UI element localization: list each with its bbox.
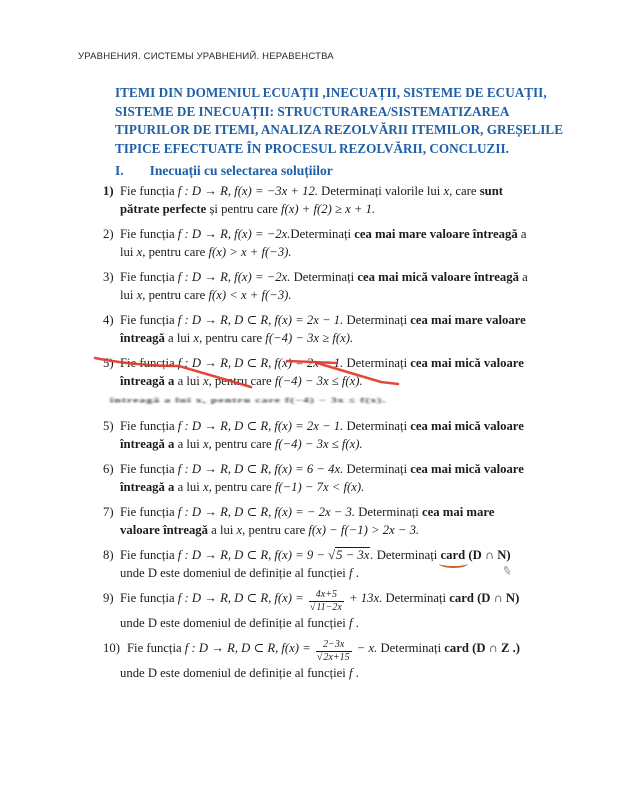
fraction-numerator: 2−3x (316, 639, 352, 652)
text-run: Fie funcția (120, 270, 178, 284)
text-run: a lui (174, 480, 203, 494)
math-run: x (443, 184, 450, 198)
item-number: 6) (103, 462, 114, 476)
fraction-denominator (316, 652, 352, 664)
math-run: f : D → R, D ⊂ R, f(x) = − 2x − 3. (177, 505, 356, 519)
problem-line (103, 311, 593, 329)
text-run: Fie funcția (120, 591, 178, 605)
text-run: Fie funcția (127, 641, 185, 655)
math-run: f : D → R, D ⊂ R, f(x) = 2x − 1. (177, 419, 344, 433)
math-run: f (349, 616, 353, 630)
math-run: x (193, 331, 200, 345)
problem-line (103, 460, 593, 478)
math-run: f(x) < x + f(−3). (208, 288, 292, 302)
text-run: , pentru care (142, 245, 209, 259)
text-run: a lui (164, 331, 194, 345)
text-run: , pentru care (208, 374, 275, 388)
math-run: f(−4) − 3x ≤ f(x). (274, 437, 363, 451)
text-run: cea mai mare valoare (410, 313, 526, 327)
math-run: f(−1) − 7x < f(x). (274, 480, 365, 494)
math-run: f(x) + f(2) ≥ x + 1. (280, 202, 376, 216)
text-run: , care (449, 184, 480, 198)
text-run: a (518, 270, 528, 284)
text-run: Determinați (355, 505, 423, 519)
text-run: cea mai mică valoare (410, 419, 524, 433)
problem-line (103, 354, 593, 372)
text-run: Determinați (343, 462, 411, 476)
fraction-denominator (309, 602, 344, 614)
sqrt-symbol: √ (316, 652, 323, 663)
problem-line (120, 664, 593, 682)
text-run: unde D este domeniul de definiție al funcției (120, 566, 350, 580)
text-run: Fie funcția (120, 505, 178, 519)
math-run: f(x) > x + f(−3). (208, 245, 292, 259)
problem-item (103, 546, 593, 582)
problem-item (103, 460, 593, 496)
text-run: Fie funcția (120, 184, 178, 198)
math-run: f : D → R, f(x) = −2x. (177, 270, 291, 284)
problem-list (103, 182, 593, 689)
sqrt-content: 11−2x (316, 602, 342, 613)
text-run: unde D este domeniul de definiție al funcției (120, 616, 350, 630)
math-run: f(−4) − 3x ≤ f(x). (274, 374, 363, 388)
math-run: x (202, 374, 209, 388)
text-run: card (D ∩ Z .) (444, 641, 520, 655)
text-run: Fie funcția (120, 356, 178, 370)
section-numeral: I. (115, 163, 124, 178)
problem-line (103, 503, 593, 521)
item-number: 9) (103, 591, 114, 605)
math-run: x (202, 480, 209, 494)
problem-line (120, 243, 593, 261)
problem-line (120, 435, 593, 453)
text-run: valoare întreagă (120, 523, 208, 537)
math-run: f (349, 666, 353, 680)
math-run: . (370, 548, 374, 562)
text-run: cea mai mică valoare (410, 356, 524, 370)
math-run: f : D → R, D ⊂ R, f(x) = 2x − 1. (177, 356, 344, 370)
text-run: Determinați (377, 641, 445, 655)
problem-line (103, 639, 593, 664)
page-header-russian: УРАВНЕНИЯ. СИСТЕМЫ УРАВНЕНИЙ. НЕРАВЕНСТВА (78, 51, 334, 62)
text-run: Determinați (373, 548, 441, 562)
title-line: SISTEME DE INECUAȚII: STRUCTURAREA/SISTEMATIZAREA (115, 103, 510, 119)
problem-line (120, 329, 593, 347)
problem-line (120, 614, 593, 632)
fraction (309, 589, 344, 614)
text-run: a lui (174, 437, 203, 451)
problem-line (103, 182, 593, 200)
blur-remnant-text: întreagă a lui x, pentru care f(−4) − 3x ≤ f(x). (110, 397, 387, 405)
item-number: 10) (103, 641, 120, 655)
problem-line (120, 564, 593, 582)
text-run: . (352, 616, 359, 630)
problem-item (103, 354, 593, 390)
text-run: cea mai mare valoare întreagă (354, 227, 518, 241)
text-run: întreagă a (120, 480, 175, 494)
problem-item (103, 417, 593, 453)
section-heading (115, 163, 333, 179)
title-line: TIPICE EFECTUATE ÎN PROCESUL REZOLVĂRII, CONCLUZII. (115, 140, 509, 156)
text-run: lui (120, 288, 137, 302)
item-number: 2) (103, 227, 114, 241)
item-number: 5) (103, 356, 114, 370)
item-number: 7) (103, 505, 114, 519)
text-run: întreagă (120, 331, 165, 345)
text-run: , pentru care (208, 480, 275, 494)
text-run: , pentru care (199, 331, 266, 345)
sqrt-content: 5 − 3x (336, 548, 370, 562)
text-run: Determinați (343, 419, 411, 433)
text-run: întreagă a (120, 374, 175, 388)
item-number: 4) (103, 313, 114, 327)
section-label: Inecuații cu selectarea soluțiilor (149, 163, 333, 178)
text-run: unde D este domeniul de definiție al funcției (120, 666, 350, 680)
math-run: f (349, 566, 353, 580)
problem-line (103, 268, 593, 286)
math-run: f : D → R, D ⊂ R, f(x) = 2x − 1. (177, 313, 344, 327)
fraction-numerator: 4x+5 (309, 589, 344, 602)
text-run: . (352, 666, 359, 680)
text-run: . (352, 566, 359, 580)
problem-item (103, 268, 593, 304)
math-run: f : D → R, D ⊂ R, f(x) = 6 − 4x. (177, 462, 344, 476)
item-number: 5) (103, 419, 114, 433)
text-run: Fie funcția (120, 227, 178, 241)
problem-item (103, 311, 593, 347)
item-number: 8) (103, 548, 114, 562)
sqrt-content: 2x+15 (323, 652, 350, 663)
card-keyword-underlined: card (440, 548, 466, 562)
math-run: − x. (353, 641, 378, 655)
item-number: 3) (103, 270, 114, 284)
problem-line (120, 521, 593, 539)
text-run: , pentru care (142, 288, 209, 302)
text-run: Determinați (290, 227, 355, 241)
math-run: f(−4) − 3x ≥ f(x). (265, 331, 354, 345)
problem-line (103, 546, 593, 564)
text-run: , pentru care (208, 437, 275, 451)
math-run: f : D → R, D ⊂ R, f(x) = 9 − (177, 548, 329, 562)
problem-line (120, 286, 593, 304)
text-run: Determinați valorile lui (318, 184, 444, 198)
pencil-icon: ✎ (500, 562, 514, 580)
text-run: întreagă a (120, 437, 175, 451)
text-run: a (517, 227, 527, 241)
problem-line (103, 589, 593, 614)
sqrt-symbol: √ (328, 548, 336, 562)
text-run: , pentru care (242, 523, 309, 537)
text-run: Determinați (343, 356, 411, 370)
text-run: a lui (174, 374, 203, 388)
math-run: f : D → R, f(x) = −2x. (177, 227, 291, 241)
math-run: f : D → R, D ⊂ R, f(x) = (177, 591, 307, 605)
problem-item (103, 225, 593, 261)
text-run: Fie funcția (120, 419, 178, 433)
text-run: și pentru care (206, 202, 281, 216)
problem-line (120, 372, 593, 390)
problem-item (103, 182, 593, 218)
text-run: a lui (207, 523, 237, 537)
title-line: TIPURILOR DE ITEMI, ANALIZA REZOLVĂRII ITEMILOR, GREȘELILE (115, 122, 563, 138)
problem-item (103, 589, 593, 632)
math-run: x (136, 288, 143, 302)
title-line: ITEMI DIN DOMENIUL ECUAȚII ,INECUAȚII, SISTEME DE ECUAȚII, (115, 85, 547, 100)
problem-line (103, 225, 593, 243)
text-run: card (D ∩ N) (449, 591, 520, 605)
math-run: x (202, 437, 209, 451)
item-number: 1) (103, 184, 114, 198)
text-run: Determinați (290, 270, 358, 284)
text-run: cea mai mare (422, 505, 495, 519)
math-run: f : D → R, f(x) = −3x + 12. (177, 184, 318, 198)
problem-line (120, 478, 593, 496)
text-run: Determinați (343, 313, 411, 327)
problem-line (120, 200, 593, 218)
text-run: pătrate perfecte (120, 202, 207, 216)
text-run: Fie funcția (120, 548, 178, 562)
text-run: Determinați (382, 591, 450, 605)
math-run: + 13x. (345, 591, 383, 605)
text-run: sunt (479, 184, 503, 198)
problem-item (103, 503, 593, 539)
text-run: Fie funcția (120, 313, 178, 327)
text-run: Fie funcția (120, 462, 178, 476)
problem-line (103, 417, 593, 435)
text-run: lui (120, 245, 137, 259)
fraction (316, 639, 352, 664)
math-run: x (136, 245, 143, 259)
text-run: cea mai mică valoare (410, 462, 524, 476)
math-run: f : D → R, D ⊂ R, f(x) = (184, 641, 314, 655)
doc-title (115, 84, 563, 158)
sqrt-symbol: √ (309, 602, 316, 613)
text-run: cea mai mică valoare întreagă (357, 270, 519, 284)
problem-item (103, 639, 593, 682)
math-run: f(x) − f(−1) > 2x − 3. (308, 523, 420, 537)
text-run: (D ∩ N) (465, 548, 511, 562)
math-run: x (236, 523, 243, 537)
sqrt-radical (328, 547, 370, 562)
